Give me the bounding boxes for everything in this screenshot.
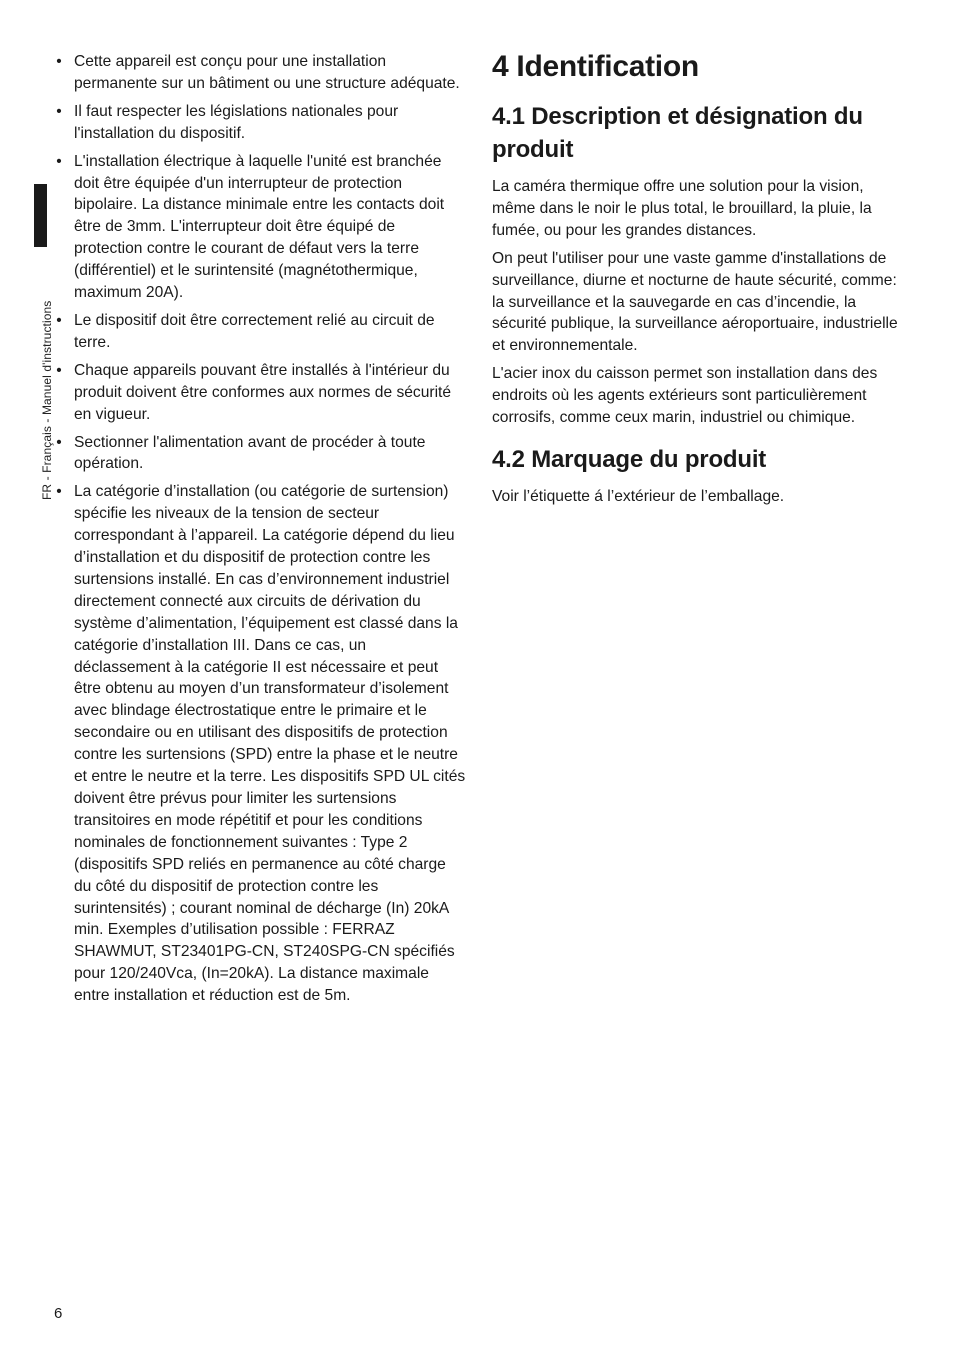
bullet-icon: • bbox=[56, 53, 62, 70]
right-column bbox=[492, 48, 904, 514]
section-tab-marker bbox=[34, 184, 47, 247]
bullet-icon: • bbox=[56, 483, 62, 501]
list-item-text: Chaque appareils pouvant être installés à l'intérieur du produit doivent être conformes aux normes de sécurité en vigueur. bbox=[74, 361, 452, 423]
list-item-text: Le dispositif doit être correctement relié au circuit de terre. bbox=[74, 311, 435, 351]
list-item bbox=[54, 360, 466, 426]
list-item bbox=[54, 51, 466, 95]
marking-paragraph: Voir l’étiquette á l’extérieur de l’emballage. bbox=[492, 487, 785, 505]
description-paragraph: On peut l'utiliser pour une vaste gamme d'installations de surveillance, diurne et nocturne de haute sécurité, comme: la surveillance et la sauvegarde en cas d’incendie, la sécurité publique, la surveillance aéroportuaire, industrielle et environnementale. bbox=[492, 249, 898, 355]
list-item-text: L'installation électrique à laquelle l'unité est branchée doit être équipée d'un interrupteur de protection bipolaire. La distance minimale entre les contacts doit être de 3mm. L'interrupteur doit être équipé de protection contre le courant de défaut vers la terre (différentiel) et le surintensité (magnétothermique, maximum 20A). bbox=[74, 152, 445, 302]
list-item bbox=[54, 481, 466, 1007]
list-item bbox=[54, 151, 466, 304]
left-column bbox=[54, 51, 466, 1013]
list-item-text: Il faut respecter les législations nationales pour l'installation du dispositif. bbox=[74, 102, 399, 142]
section-title-marking: 4.2 Marquage du produit bbox=[492, 445, 767, 473]
description-paragraph: La caméra thermique offre une solution pour la vision, même dans le noir le plus total, le brouillard, la pluie, la fumée, ou pour les grandes distances. bbox=[492, 178, 872, 239]
list-item-text: Sectionner l'alimentation avant de procéder à toute opération. bbox=[74, 433, 426, 473]
section-title-description: 4.1 Description et désignation du produit bbox=[492, 103, 863, 163]
safety-bullet-list bbox=[54, 51, 466, 1007]
bullet-icon: • bbox=[56, 102, 62, 120]
page-number: 6 bbox=[54, 1305, 63, 1322]
bullet-icon: • bbox=[56, 361, 62, 379]
bullet-icon: • bbox=[56, 311, 62, 329]
list-item bbox=[54, 432, 466, 476]
chapter-title: 4 Identification bbox=[492, 50, 699, 83]
list-item bbox=[54, 101, 466, 145]
sidebar-language-label: FR - Français - Manuel d'instructions bbox=[40, 300, 54, 500]
list-item-text: Cette appareil est conçu pour une installation permanente sur un bâtiment ou une structure adéquate. bbox=[74, 53, 460, 92]
list-item bbox=[54, 310, 466, 354]
description-paragraph: L'acier inox du caisson permet son installation dans des endroits où les agents extérieurs sont particulièrement corrosifs, comme ceux marin, industriel ou chimique. bbox=[492, 365, 878, 427]
list-item-text: La catégorie d’installation (ou catégorie de surtension) spécifie les niveaux de la tension de secteur correspondant à l’appareil. La catégorie dépend du lieu d’installation et du dispositif de protection contre les surtensions installé. En cas d’environnement industriel directement connecté aux circuits de dérivation du système d’alimentation, l’équipement est classé dans la catégorie d’installation III. Dans ce cas, un déclassement à la catégorie II est nécessaire et peut être obtenu au moyen d’un transformateur d’isolement avec blindage électrostatique entre le primaire et le secondaire ou en utilisant des dispositifs de protection contre les surtensions (SPD) entre la phase et le neutre et entre le neutre et la terre. Les dispositifs SPD UL cités doivent être prévus pour limiter les surtensions transitoires en mode répétitif et pour les conditions nominales de fonctionnement suivantes : Type 2 (dispositifs SPD reliés en permanence au côté charge du côté du dispositif de protection contre les surintensités) ; courant nominal de décharge (In) 20kA min. Exemples d’utilisation possible : FERRAZ SHAWMUT, ST23401PG-CN, ST240SPG-CN spécifiés pour 120/240Vca, (In=20kA). La distance maximale entre installation et réduction est de 5m. bbox=[74, 483, 466, 1005]
bullet-icon: • bbox=[56, 433, 62, 451]
bullet-icon: • bbox=[56, 152, 62, 170]
